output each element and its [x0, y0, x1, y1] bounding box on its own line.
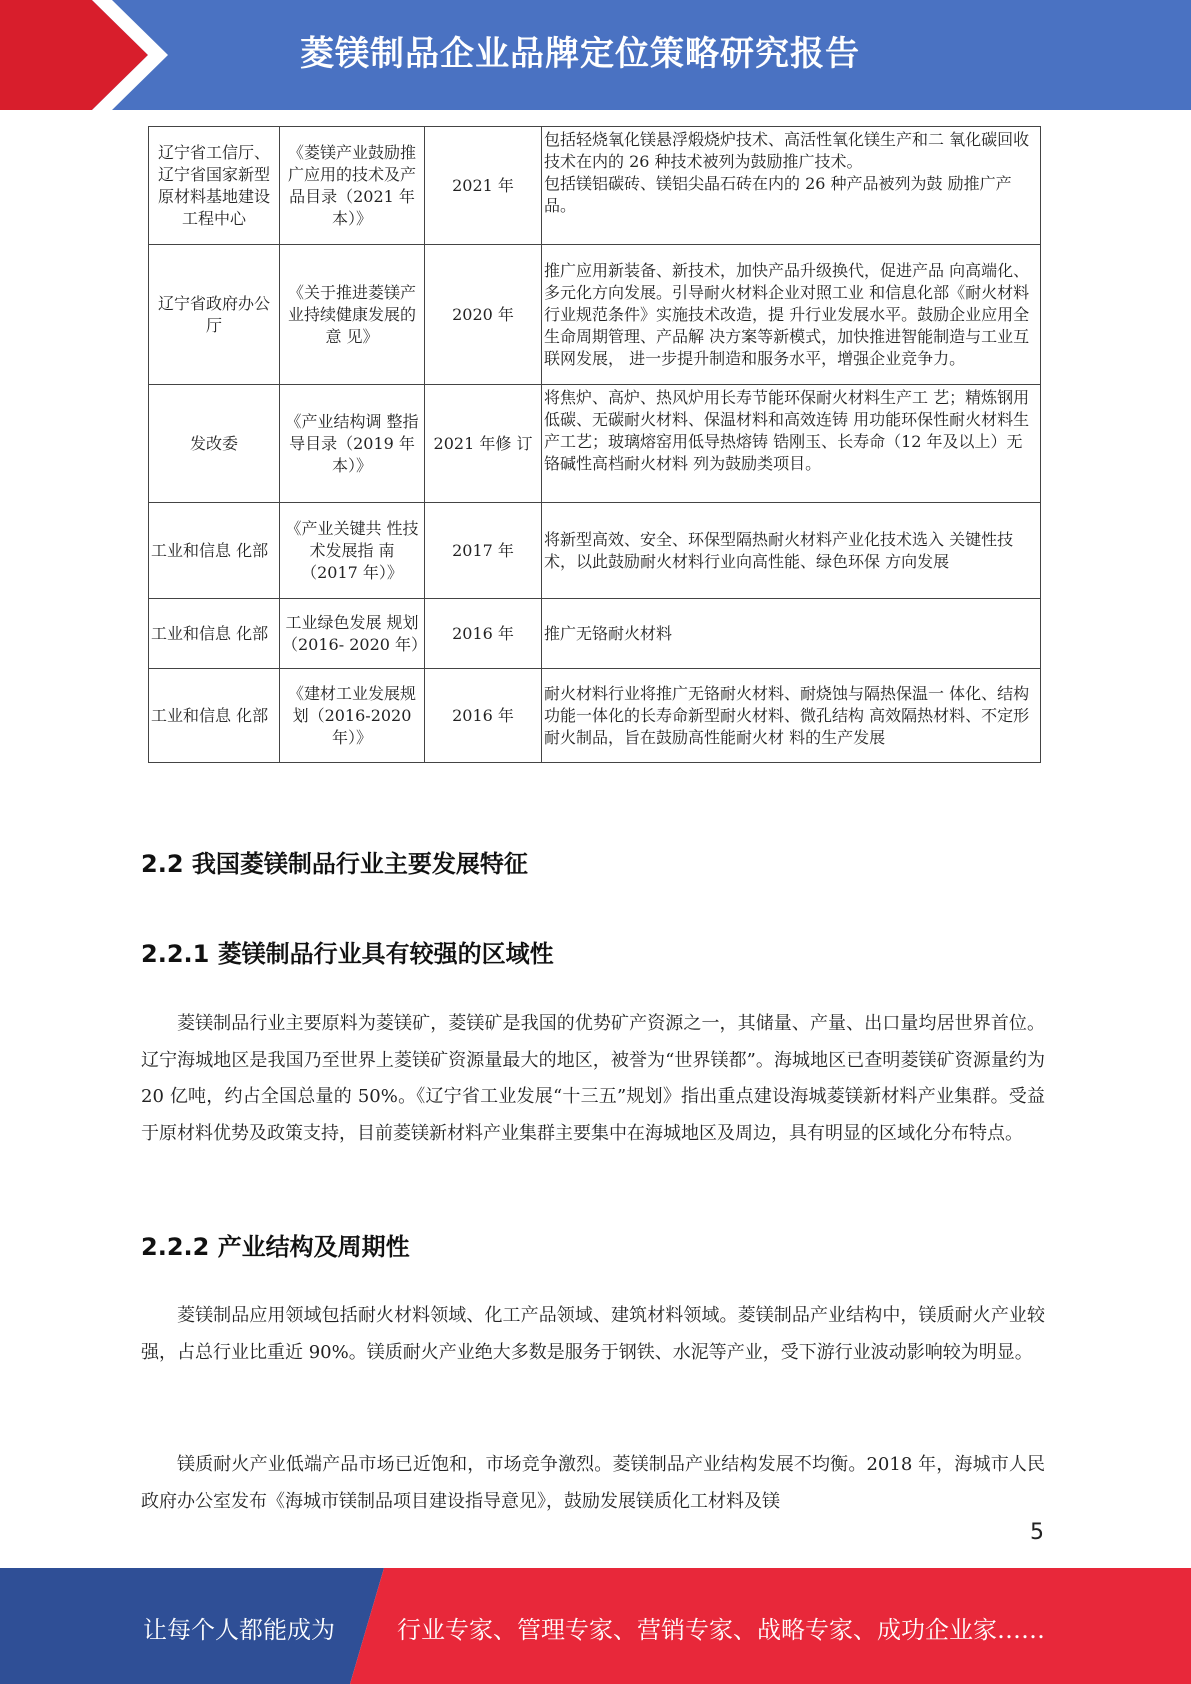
table-row: [149, 503, 1041, 599]
page-number: 5: [1030, 1520, 1044, 1545]
table-cell-year: 2016 年: [425, 599, 542, 669]
body-paragraph: 菱镁制品应用领域包括耐火材料领域、化工产品领域、建筑材料领域。菱镁制品产业结构中，镁质耐火产业较强，占总行业比重近 90%。镁质耐火产业绝大多数是服务于钢铁、水泥等产业，受下游行业波动影响较为明显。: [141, 1305, 1045, 1363]
table-cell-org: 辽宁省政府办公厅: [149, 245, 280, 385]
table-cell-org: 工业和信息 化部: [149, 599, 280, 669]
footer-slogan-left: 让每个人都能成为: [143, 1616, 335, 1644]
table-cell-org: 工业和信息 化部: [149, 669, 280, 763]
table-cell-doc: 《产业关键共 性技术发展指 南（2017 年）》: [280, 503, 425, 599]
table-cell-org: 发改委: [149, 385, 280, 503]
section-heading: 2.2 我国菱镁制品行业主要发展特征: [141, 850, 528, 878]
table-cell-desc: 推广无铬耐火材料: [542, 599, 1041, 669]
table-cell-desc: 将焦炉、高炉、热风炉用长寿节能环保耐火材料生产工 艺；精炼钢用低碳、无碳耐火材料、保温材料和高效连铸 用功能环保性耐火材料生产工艺；玻璃熔窑用低导热熔铸 锆刚玉、长寿命（12 年及以上）无铬碱性高档耐火材料 列为鼓励类项目。: [542, 385, 1041, 503]
table-row: [149, 599, 1041, 669]
body-paragraph: 镁质耐火产业低端产品市场已近饱和，市场竞争激烈。菱镁制品产业结构发展不均衡。2018 年，海城市人民政府办公室发布《海城市镁制品项目建设指导意见》，鼓励发展镁质化工材料及镁: [141, 1454, 1045, 1512]
table-row: [149, 385, 1041, 503]
page-footer: [0, 1568, 1191, 1684]
table-cell-year: 2021 年修 订: [425, 385, 542, 503]
table-cell-doc: 《关于推进菱镁产业持续健康发展的意 见》: [280, 245, 425, 385]
table-cell-org: 工业和信息 化部: [149, 503, 280, 599]
table-cell-year: 2016 年: [425, 669, 542, 763]
report-title: 菱镁制品企业品牌定位策略研究报告: [300, 34, 860, 74]
table-cell-org: 辽宁省工信厅、辽宁省国家新型原材料基地建设工程中心: [149, 127, 280, 245]
footer-slogan-right: 行业专家、管理专家、营销专家、战略专家、成功企业家……: [397, 1616, 1045, 1644]
table-cell-desc: 将新型高效、安全、环保型隔热耐火材料产业化技术选入 关键性技术，以此鼓励耐火材料行业向高性能、绿色环保 方向发展: [542, 503, 1041, 599]
policy-table: [148, 126, 1041, 763]
table-cell-doc: 《建材工业发展规划（2016-2020 年）》: [280, 669, 425, 763]
page-header: [0, 0, 1191, 110]
table-row: [149, 245, 1041, 385]
subsection-heading: 2.2.2 产业结构及周期性: [141, 1233, 410, 1261]
table-cell-doc: 《菱镁产业鼓励推广应用的技术及产品目录（2021 年本）》: [280, 127, 425, 245]
table-cell-desc: 包括轻烧氧化镁悬浮煅烧炉技术、高活性氧化镁生产和二 氧化碳回收技术在内的 26 种技术被列为鼓励推广技术。 包括镁铝碳砖、镁铝尖晶石砖在内的 26 种产品被列为鼓 励推广产品。: [542, 127, 1041, 245]
table-cell-year: 2017 年: [425, 503, 542, 599]
table-cell-year: 2020 年: [425, 245, 542, 385]
body-paragraph: 菱镁制品行业主要原料为菱镁矿，菱镁矿是我国的优势矿产资源之一，其储量、产量、出口量均居世界首位。辽宁海城地区是我国乃至世界上菱镁矿资源量最大的地区，被誉为“世界镁都”。海城地区已查明菱镁矿资源量约为 20 亿吨，约占全国总量的 50%。《辽宁省工业发展“十三五”规划》指出重点建设海城菱镁新材料产业集群。受益于原材料优势及政策支持，目前菱镁新材料产业集群主要集中在海城地区及周边，具有明显的区域化分布特点。: [141, 1013, 1045, 1144]
table-cell-desc: 推广应用新装备、新技术，加快产品升级换代，促进产品 向高端化、多元化方向发展。引导耐火材料企业对照工业 和信息化部《耐火材料行业规范条件》实施技术改造，提 升行业发展水平。鼓励企业应用全生命周期管理、产品解 决方案等新模式，加快推进智能制造与工业互联网发展， 进一步提升制造和服务水平，增强企业竞争力。: [542, 245, 1041, 385]
table-row: [149, 669, 1041, 763]
table-cell-doc: 《产业结构调 整指导目录（2019 年本）》: [280, 385, 425, 503]
subsection-heading: 2.2.1 菱镁制品行业具有较强的区域性: [141, 940, 554, 968]
table-cell-doc: 工业绿色发展 规划（2016- 2020 年）: [280, 599, 425, 669]
table-cell-desc: 耐火材料行业将推广无铬耐火材料、耐烧蚀与隔热保温一 体化、结构功能一体化的长寿命新型耐火材料、微孔结构 高效隔热材料、不定形耐火制品，旨在鼓励高性能耐火材 料的生产发展: [542, 669, 1041, 763]
table-row: [149, 127, 1041, 245]
table-cell-year: 2021 年: [425, 127, 542, 245]
